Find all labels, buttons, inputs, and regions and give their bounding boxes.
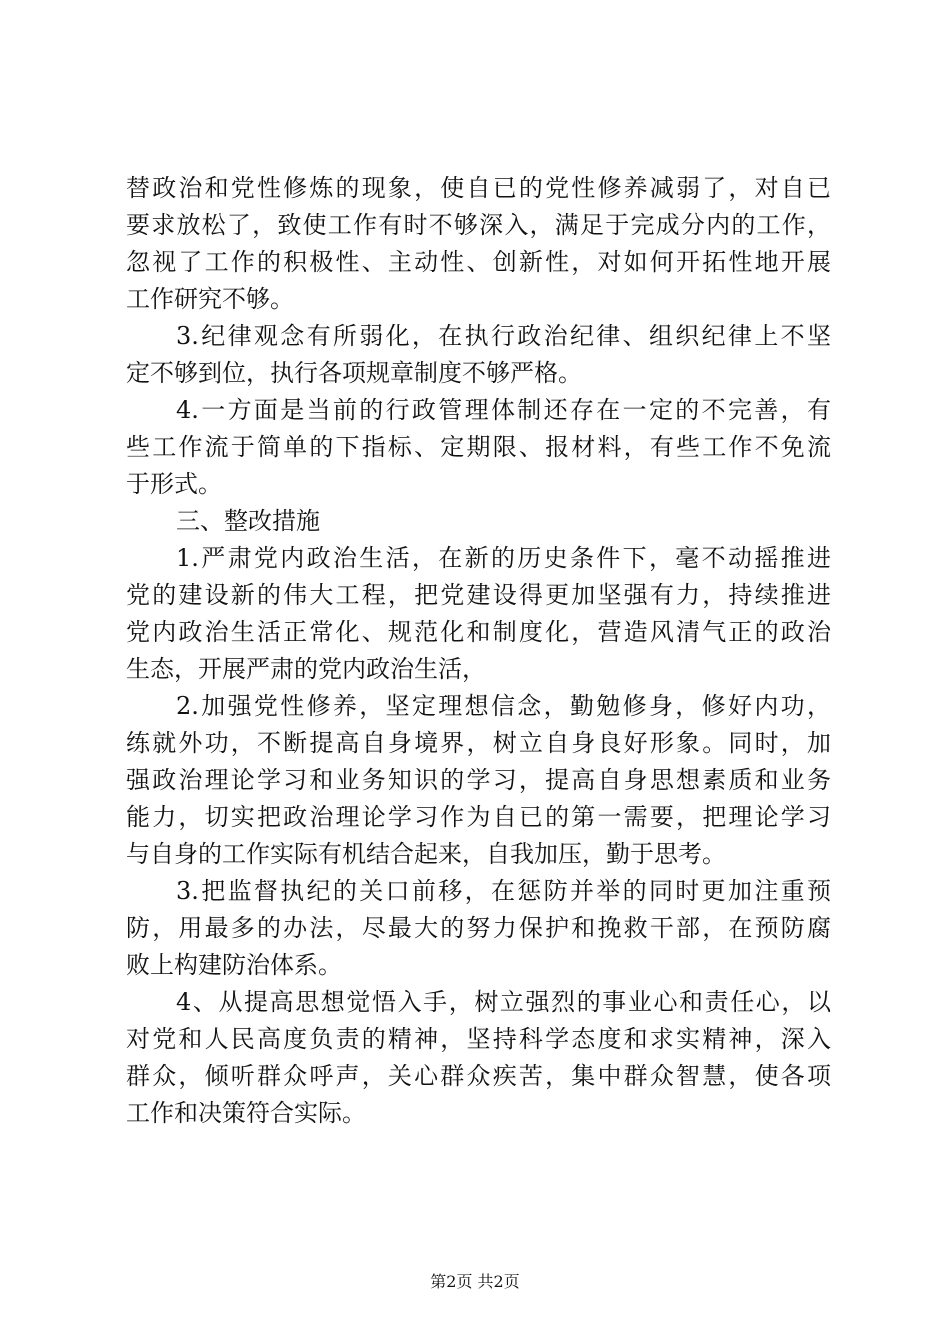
text-line: 替政治和党性修炼的现象，使自已的党性修养减弱了，对自已 [126, 174, 831, 202]
text-line: 对党和人民高度负责的精神，坚持科学态度和求实精神，深入 [126, 1025, 831, 1053]
text-line: 忽视了工作的积极性、主动性、创新性，对如何开拓性地开展 [126, 248, 831, 276]
text-line: 工作和决策符合实际。 [126, 1099, 366, 1127]
text-line: 群众，倾听群众呼声，关心群众疾苦，集中群众智慧，使各项 [126, 1062, 831, 1090]
text-line: 要求放松了，致使工作有时不够深入，满足于完成分内的工作， [126, 211, 831, 239]
text-line: 防，用最多的办法，尽最大的努力保护和挽救干部，在预防腐 [126, 914, 831, 942]
page-number: 第2页 共2页 [430, 1272, 520, 1291]
document-body [126, 170, 831, 1132]
text-line: 工作研究不够。 [126, 285, 294, 313]
text-line: 能力，切实把政治理论学习作为自已的第一需要，把理论学习 [126, 803, 831, 831]
text-line: 生态，开展严肃的党内政治生活， [126, 655, 486, 683]
text-line: 于形式。 [126, 470, 222, 498]
text-line: 定不够到位，执行各项规章制度不够严格。 [126, 359, 582, 387]
text-line: 党内政治生活正常化、规范化和制度化，营造风清气正的政治 [126, 618, 831, 646]
text-line: 强政治理论学习和业务知识的学习，提高自身思想素质和业务 [126, 766, 831, 794]
section-heading: 三、整改措施 [176, 507, 320, 535]
text-line: 2.加强党性修养，坚定理想信念，勤勉修身，修好内功， [176, 692, 831, 720]
text-line: 败上构建防治体系。 [126, 951, 342, 979]
text-line: 些工作流于简单的下指标、定期限、报材料，有些工作不免流 [126, 433, 831, 461]
text-line: 4.一方面是当前的行政管理体制还存在一定的不完善，有 [176, 396, 831, 424]
text-line: 党的建设新的伟大工程，把党建设得更加坚强有力，持续推进 [126, 581, 831, 609]
text-line: 3.把监督执纪的关口前移，在惩防并举的同时更加注重预 [176, 877, 831, 905]
text-line: 3.纪律观念有所弱化，在执行政治纪律、组织纪律上不坚 [176, 322, 831, 350]
text-line: 与自身的工作实际有机结合起来，自我加压，勤于思考。 [126, 840, 726, 868]
text-line: 1.严肃党内政治生活，在新的历史条件下，毫不动摇推进 [176, 544, 831, 572]
text-line: 练就外功，不断提高自身境界，树立自身良好形象。同时，加 [126, 729, 831, 757]
text-line: 4、从提高思想觉悟入手，树立强烈的事业心和责任心，以 [176, 988, 831, 1016]
